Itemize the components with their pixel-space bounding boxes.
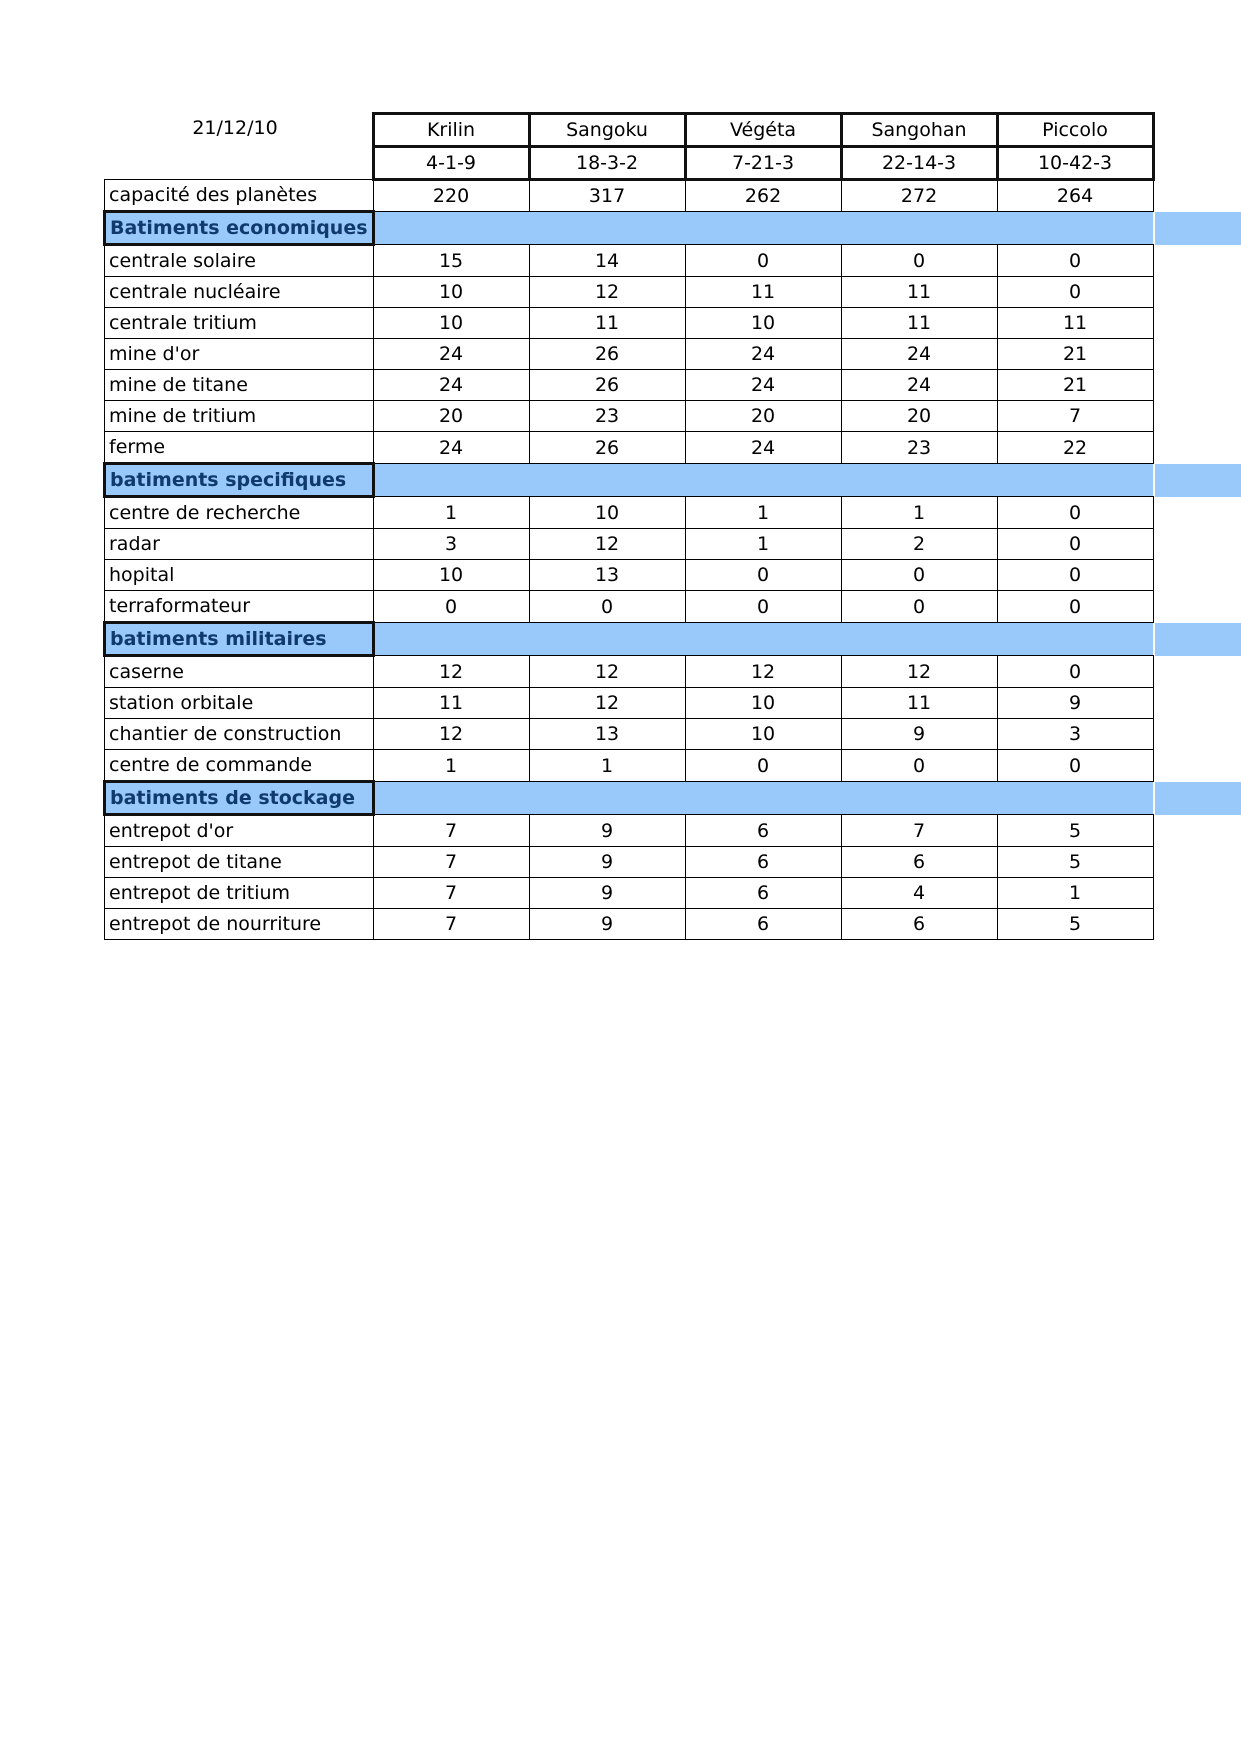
value-cell[interactable]: 1 xyxy=(685,497,841,529)
row-label[interactable]: entrepot de titane xyxy=(105,847,374,878)
value-cell[interactable]: 9 xyxy=(529,909,685,940)
value-cell[interactable]: 12 xyxy=(373,719,529,750)
value-cell[interactable]: 5 xyxy=(997,909,1153,940)
value-cell[interactable]: 14 xyxy=(529,245,685,277)
row-label[interactable]: centrale solaire xyxy=(105,245,374,277)
section-fill-cell[interactable] xyxy=(841,782,997,815)
section-header xyxy=(105,623,1154,656)
row-label[interactable]: mine d'or xyxy=(105,339,374,370)
value-cell[interactable]: 24 xyxy=(373,339,529,370)
value-cell[interactable]: 26 xyxy=(529,370,685,401)
row-label[interactable]: chantier de construction xyxy=(105,719,374,750)
value-cell[interactable]: 0 xyxy=(529,591,685,623)
value-cell[interactable]: 7 xyxy=(841,815,997,847)
table-row xyxy=(105,909,1154,940)
table-row xyxy=(105,878,1154,909)
table-row xyxy=(105,719,1154,750)
table-row xyxy=(105,401,1154,432)
table-row xyxy=(105,277,1154,308)
table-row xyxy=(105,688,1154,719)
row-label[interactable]: capacité des planètes xyxy=(105,180,374,212)
value-cell[interactable]: 317 xyxy=(529,180,685,212)
table-row xyxy=(105,656,1154,688)
empty-cell[interactable] xyxy=(105,147,374,180)
section-header xyxy=(105,464,1154,497)
section-fill-cell[interactable] xyxy=(529,623,685,656)
row-label[interactable]: ferme xyxy=(105,432,374,464)
value-cell[interactable]: 262 xyxy=(685,180,841,212)
value-cell[interactable]: 10 xyxy=(685,719,841,750)
capacity-row xyxy=(105,180,1154,212)
table-row xyxy=(105,847,1154,878)
value-cell[interactable]: 24 xyxy=(685,432,841,464)
table-row xyxy=(105,560,1154,591)
value-cell[interactable]: 10 xyxy=(685,308,841,339)
section-fill-cell[interactable] xyxy=(373,782,529,815)
section-fill-cell[interactable] xyxy=(373,464,529,497)
value-cell[interactable]: 20 xyxy=(685,401,841,432)
row-label[interactable]: caserne xyxy=(105,656,374,688)
value-cell[interactable]: 10 xyxy=(373,308,529,339)
player-coords[interactable]: 4-1-9 xyxy=(373,147,529,180)
player-coords[interactable]: 22-14-3 xyxy=(841,147,997,180)
player-name[interactable]: Sangohan xyxy=(841,114,997,147)
table-row xyxy=(105,308,1154,339)
value-cell[interactable]: 24 xyxy=(373,432,529,464)
row-label[interactable]: entrepot de nourriture xyxy=(105,909,374,940)
row-label[interactable]: radar xyxy=(105,529,374,560)
player-name[interactable]: Sangoku xyxy=(529,114,685,147)
section-fill-cell[interactable] xyxy=(841,464,997,497)
value-cell[interactable]: 0 xyxy=(841,750,997,782)
section-fill-cell[interactable] xyxy=(841,623,997,656)
table-row xyxy=(105,370,1154,401)
value-cell[interactable]: 21 xyxy=(997,370,1153,401)
value-cell[interactable]: 7 xyxy=(373,847,529,878)
section-fill-cell[interactable] xyxy=(997,464,1153,497)
row-label[interactable]: hopital xyxy=(105,560,374,591)
section-title[interactable]: batiments militaires xyxy=(105,623,374,656)
value-cell[interactable]: 9 xyxy=(841,719,997,750)
buildings-table xyxy=(103,112,1155,940)
section-fill-cell[interactable] xyxy=(997,623,1153,656)
value-cell[interactable]: 12 xyxy=(529,656,685,688)
section-fill-cell[interactable] xyxy=(529,464,685,497)
section-title[interactable]: Batiments economiques xyxy=(105,212,374,245)
row-label[interactable]: mine de tritium xyxy=(105,401,374,432)
value-cell[interactable]: 11 xyxy=(997,308,1153,339)
value-cell[interactable]: 0 xyxy=(685,750,841,782)
value-cell[interactable]: 1 xyxy=(997,878,1153,909)
value-cell[interactable]: 0 xyxy=(685,245,841,277)
value-cell[interactable]: 21 xyxy=(997,339,1153,370)
value-cell[interactable]: 10 xyxy=(373,560,529,591)
value-cell[interactable]: 2 xyxy=(841,529,997,560)
value-cell[interactable]: 11 xyxy=(841,277,997,308)
value-cell[interactable]: 6 xyxy=(685,815,841,847)
value-cell[interactable]: 24 xyxy=(841,339,997,370)
value-cell[interactable]: 24 xyxy=(685,370,841,401)
player-coords[interactable]: 7-21-3 xyxy=(685,147,841,180)
value-cell[interactable]: 11 xyxy=(685,277,841,308)
value-cell[interactable]: 11 xyxy=(373,688,529,719)
row-label[interactable]: entrepot d'or xyxy=(105,815,374,847)
section-fill-cell[interactable] xyxy=(685,782,841,815)
section-fill-cell[interactable] xyxy=(529,782,685,815)
section-fill-cell[interactable] xyxy=(373,212,529,245)
value-cell[interactable]: 12 xyxy=(529,529,685,560)
value-cell[interactable]: 15 xyxy=(373,245,529,277)
section-band-extension xyxy=(1155,464,1241,497)
value-cell[interactable]: 0 xyxy=(997,591,1153,623)
player-coords-row xyxy=(105,147,1154,180)
value-cell[interactable]: 0 xyxy=(685,591,841,623)
value-cell[interactable]: 220 xyxy=(373,180,529,212)
table-row xyxy=(105,245,1154,277)
value-cell[interactable]: 6 xyxy=(841,847,997,878)
value-cell[interactable]: 10 xyxy=(529,497,685,529)
value-cell[interactable]: 20 xyxy=(373,401,529,432)
value-cell[interactable]: 9 xyxy=(997,688,1153,719)
value-cell[interactable]: 12 xyxy=(841,656,997,688)
row-label[interactable]: centrale nucléaire xyxy=(105,277,374,308)
value-cell[interactable]: 6 xyxy=(685,909,841,940)
value-cell[interactable]: 0 xyxy=(841,591,997,623)
value-cell[interactable]: 1 xyxy=(373,497,529,529)
value-cell[interactable]: 6 xyxy=(685,878,841,909)
value-cell[interactable]: 0 xyxy=(685,560,841,591)
value-cell[interactable]: 12 xyxy=(529,277,685,308)
section-header xyxy=(105,782,1154,815)
player-coords[interactable]: 18-3-2 xyxy=(529,147,685,180)
section-band-extension xyxy=(1155,782,1241,815)
table-row xyxy=(105,591,1154,623)
row-label[interactable]: entrepot de tritium xyxy=(105,878,374,909)
value-cell[interactable]: 0 xyxy=(997,560,1153,591)
value-cell[interactable]: 0 xyxy=(997,277,1153,308)
value-cell[interactable]: 0 xyxy=(997,750,1153,782)
value-cell[interactable]: 22 xyxy=(997,432,1153,464)
section-fill-cell[interactable] xyxy=(685,464,841,497)
section-fill-cell[interactable] xyxy=(529,212,685,245)
value-cell[interactable]: 1 xyxy=(685,529,841,560)
table-row xyxy=(105,750,1154,782)
value-cell[interactable]: 272 xyxy=(841,180,997,212)
section-fill-cell[interactable] xyxy=(373,623,529,656)
value-cell[interactable]: 9 xyxy=(529,847,685,878)
value-cell[interactable]: 3 xyxy=(373,529,529,560)
value-cell[interactable]: 7 xyxy=(373,815,529,847)
row-label[interactable]: centre de commande xyxy=(105,750,374,782)
section-fill-cell[interactable] xyxy=(685,212,841,245)
value-cell[interactable]: 1 xyxy=(373,750,529,782)
value-cell[interactable]: 264 xyxy=(997,180,1153,212)
value-cell[interactable]: 23 xyxy=(841,432,997,464)
value-cell[interactable]: 11 xyxy=(841,688,997,719)
row-label[interactable]: centre de recherche xyxy=(105,497,374,529)
value-cell[interactable]: 0 xyxy=(997,529,1153,560)
value-cell[interactable]: 0 xyxy=(373,591,529,623)
value-cell[interactable]: 6 xyxy=(841,909,997,940)
value-cell[interactable]: 0 xyxy=(997,497,1153,529)
player-name[interactable]: Krilin xyxy=(373,114,529,147)
value-cell[interactable]: 12 xyxy=(685,656,841,688)
section-header xyxy=(105,212,1154,245)
table-row xyxy=(105,339,1154,370)
section-fill-cell[interactable] xyxy=(841,212,997,245)
value-cell[interactable]: 0 xyxy=(841,560,997,591)
value-cell[interactable]: 23 xyxy=(529,401,685,432)
value-cell[interactable]: 0 xyxy=(997,245,1153,277)
value-cell[interactable]: 3 xyxy=(997,719,1153,750)
row-label[interactable]: centrale tritium xyxy=(105,308,374,339)
value-cell[interactable]: 12 xyxy=(529,688,685,719)
value-cell[interactable]: 24 xyxy=(841,370,997,401)
player-coords[interactable]: 10-42-3 xyxy=(997,147,1153,180)
section-fill-cell[interactable] xyxy=(997,212,1153,245)
value-cell[interactable]: 10 xyxy=(373,277,529,308)
date-cell: 21/12/10 xyxy=(192,117,278,139)
value-cell[interactable]: 24 xyxy=(373,370,529,401)
value-cell[interactable]: 24 xyxy=(685,339,841,370)
value-cell[interactable]: 9 xyxy=(529,878,685,909)
value-cell[interactable]: 5 xyxy=(997,847,1153,878)
value-cell[interactable]: 7 xyxy=(997,401,1153,432)
player-name[interactable]: Piccolo xyxy=(997,114,1153,147)
value-cell[interactable]: 20 xyxy=(841,401,997,432)
value-cell[interactable]: 5 xyxy=(997,815,1153,847)
empty-cell[interactable] xyxy=(105,114,374,147)
value-cell[interactable]: 7 xyxy=(373,878,529,909)
value-cell[interactable]: 4 xyxy=(841,878,997,909)
value-cell[interactable]: 1 xyxy=(841,497,997,529)
value-cell[interactable]: 13 xyxy=(529,560,685,591)
table-row xyxy=(105,529,1154,560)
value-cell[interactable]: 26 xyxy=(529,432,685,464)
value-cell[interactable]: 26 xyxy=(529,339,685,370)
player-name[interactable]: Végéta xyxy=(685,114,841,147)
value-cell[interactable]: 0 xyxy=(841,245,997,277)
value-cell[interactable]: 9 xyxy=(529,815,685,847)
section-title[interactable]: batiments specifiques xyxy=(105,464,374,497)
value-cell[interactable]: 6 xyxy=(685,847,841,878)
row-label[interactable]: station orbitale xyxy=(105,688,374,719)
value-cell[interactable]: 10 xyxy=(685,688,841,719)
value-cell[interactable]: 0 xyxy=(997,656,1153,688)
value-cell[interactable]: 12 xyxy=(373,656,529,688)
section-fill-cell[interactable] xyxy=(685,623,841,656)
value-cell[interactable]: 13 xyxy=(529,719,685,750)
value-cell[interactable]: 7 xyxy=(373,909,529,940)
table-row xyxy=(105,497,1154,529)
section-fill-cell[interactable] xyxy=(997,782,1153,815)
row-label[interactable]: terraformateur xyxy=(105,591,374,623)
value-cell[interactable]: 1 xyxy=(529,750,685,782)
value-cell[interactable]: 11 xyxy=(529,308,685,339)
section-title[interactable]: batiments de stockage xyxy=(105,782,374,815)
table-row xyxy=(105,432,1154,464)
player-name-row xyxy=(105,114,1154,147)
section-band-extension xyxy=(1155,212,1241,245)
table-row xyxy=(105,815,1154,847)
section-band-extension xyxy=(1155,623,1241,656)
row-label[interactable]: mine de titane xyxy=(105,370,374,401)
value-cell[interactable]: 11 xyxy=(841,308,997,339)
